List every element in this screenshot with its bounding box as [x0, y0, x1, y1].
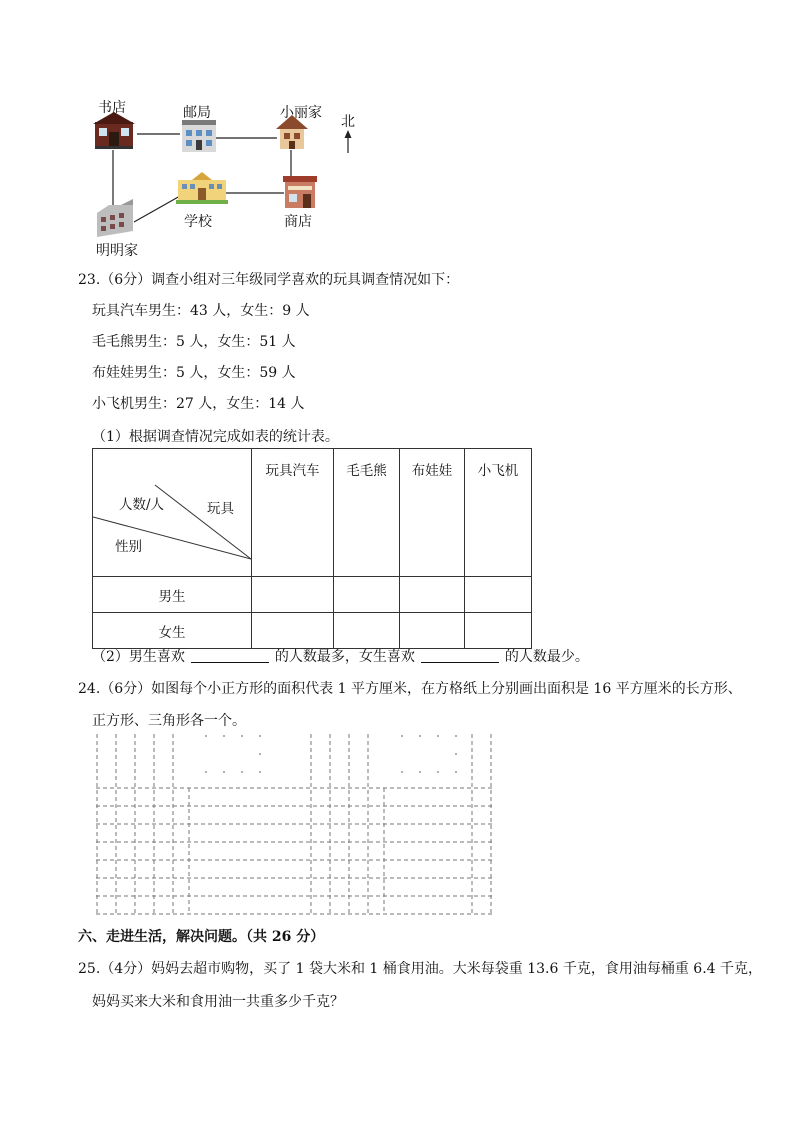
- q23-part2-prefix: （2）男生喜欢: [92, 649, 185, 665]
- post-office-icon: [182, 120, 216, 152]
- north-arrow-icon: [345, 130, 352, 153]
- table-row: [93, 577, 532, 613]
- corner-label-toy: 玩具: [207, 501, 234, 517]
- table-col-header: 布娃娃: [400, 449, 465, 577]
- answer-blank-girls[interactable]: [421, 648, 499, 663]
- statistics-table: [92, 448, 532, 649]
- road-mingming-school: [134, 196, 180, 222]
- shop-icon: [283, 176, 317, 208]
- table-cell-input[interactable]: [252, 577, 334, 613]
- section-6-heading: 六、走进生活，解决问题。（共 26 分）: [78, 929, 325, 945]
- grid-lines: [96, 734, 492, 914]
- q24-line2: 正方形、三角形各一个。: [92, 713, 246, 729]
- map-label-bookstore: 书店: [98, 100, 126, 116]
- q23-part1: （1）根据调查情况完成如表的统计表。: [92, 429, 339, 445]
- table-cell-input[interactable]: [465, 577, 532, 613]
- table-cell-input[interactable]: [400, 613, 465, 649]
- q23-line-plane: 小飞机男生：27 人，女生：14 人: [92, 396, 305, 412]
- table-cell-input[interactable]: [252, 613, 334, 649]
- q23-stem: 23.（6分）调查小组对三年级同学喜欢的玩具调查情况如下：: [78, 272, 460, 288]
- table-row-header: 女生: [93, 613, 252, 649]
- q25-line1: 25.（4分）妈妈去超市购物，买了 1 袋大米和 1 桶食用油。大米每袋重 13.6 千克，食用油每桶重 6.4 千克，: [78, 961, 763, 977]
- table-cell-input[interactable]: [465, 613, 532, 649]
- school-icon: [176, 172, 228, 204]
- bookstore-icon: [93, 112, 135, 149]
- corner-label-gender: 性别: [115, 539, 142, 555]
- q23-line-teddy: 毛毛熊男生：5 人，女生：51 人: [92, 334, 296, 350]
- table-header-row: [93, 449, 532, 577]
- map-lines: [0, 0, 794, 260]
- answer-blank-boys[interactable]: [191, 648, 269, 663]
- map-label-mingming-home: 明明家: [96, 243, 138, 259]
- table-cell-input[interactable]: [400, 577, 465, 613]
- map-label-north: 北: [341, 114, 355, 130]
- q25-line2: 妈妈买来大米和食用油一共重多少千克？: [92, 994, 344, 1010]
- map-label-school: 学校: [184, 214, 212, 230]
- grid-paper[interactable]: [96, 734, 494, 916]
- table-cell-input[interactable]: [334, 577, 400, 613]
- map-label-post-office: 邮局: [183, 105, 211, 121]
- mingming-home-icon: [97, 199, 133, 237]
- corner-label-count: 人数/人: [119, 497, 165, 513]
- q23-part2-suffix: 的人数最少。: [504, 649, 589, 665]
- map-label-xiaoli-home: 小丽家: [280, 105, 322, 121]
- q24-line1: 24.（6分）如图每个小正方形的面积代表 1 平方厘米，在方格纸上分别画出面积是 16 平方厘米的长方形、: [78, 681, 742, 697]
- table-col-header: 玩具汽车: [252, 449, 334, 577]
- map-label-shop: 商店: [284, 214, 312, 230]
- table-row-header: 男生: [93, 577, 252, 613]
- table-col-header: 小飞机: [465, 449, 532, 577]
- q23-part2: [92, 646, 589, 666]
- table-corner-cell: [93, 449, 252, 577]
- table-row: [93, 613, 532, 649]
- table-col-header: 毛毛熊: [334, 449, 400, 577]
- q23-part2-middle: 的人数最多，女生喜欢: [274, 649, 415, 665]
- q23-line-toy-car: 玩具汽车男生：43 人，女生：9 人: [92, 303, 310, 319]
- table-cell-input[interactable]: [334, 613, 400, 649]
- q23-line-doll: 布娃娃男生：5 人，女生：59 人: [92, 365, 296, 381]
- grid-dots: [205, 735, 457, 773]
